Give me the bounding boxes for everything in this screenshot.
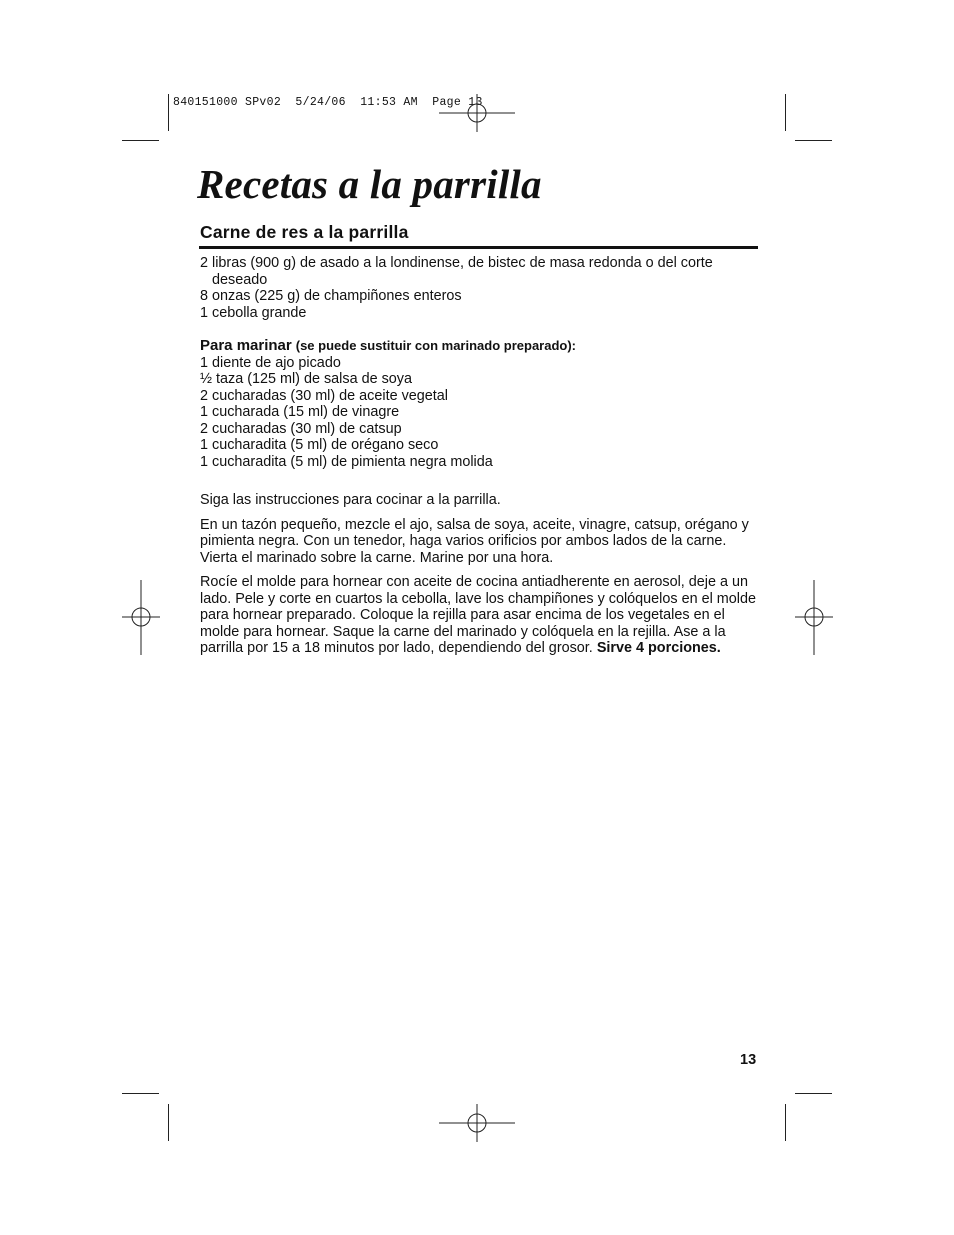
crop-mark <box>785 1104 786 1141</box>
crop-mark <box>122 1093 159 1094</box>
instruction-step <box>200 574 760 657</box>
ingredient-item: 2 libras (900 g) de asado a la londinense, de bistec de masa redonda o del corte deseado <box>200 255 713 288</box>
printer-slug: 840151000 SPv02 5/24/06 11:53 AM Page 13 <box>173 96 483 109</box>
page-number: 13 <box>740 1052 757 1068</box>
registration-mark-icon <box>439 94 515 132</box>
crop-mark <box>122 140 159 141</box>
crop-mark <box>795 140 832 141</box>
instruction-step: Siga las instrucciones para cocinar a la parrilla. <box>200 492 501 508</box>
marinade-heading-note: (se puede sustituir con marinado preparado): <box>295 338 577 353</box>
recipe-title: Carne de res a la parrilla <box>200 222 409 242</box>
marinade-ingredient-item: 1 cucharadita (5 ml) de orégano seco <box>200 437 439 453</box>
title-rule <box>199 246 758 249</box>
instruction-step-text: Rocíe el molde para hornear con aceite de cocina antiadherente en aerosol, deje a un lado. Pele y corte en cuartos la cebolla, lave los champiñones y colóquelos en el molde para hornear preparado. Coloque la rejilla para asar encima de los vegetales en el molde para hornear. Saque la carne del marinado y colóquela en la rejilla. Ase a la parrilla por 15 a 18 minutos por lado, dependiendo del grosor. <box>200 574 756 656</box>
marinade-ingredient-item: 2 cucharadas (30 ml) de catsup <box>200 420 402 437</box>
marinade-ingredient-list <box>200 355 760 471</box>
crop-mark <box>168 94 169 131</box>
marinade-ingredient-item: 2 cucharadas (30 ml) de aceite vegetal <box>200 387 448 404</box>
registration-mark-icon <box>122 580 160 655</box>
crop-mark <box>785 94 786 131</box>
marinade-heading <box>200 338 760 355</box>
marinade-ingredient-item: 1 diente de ajo picado <box>200 354 341 371</box>
recipe-body <box>200 255 760 665</box>
ingredient-list <box>200 255 760 321</box>
marinade-ingredient-item: 1 cucharada (15 ml) de vinagre <box>200 404 400 420</box>
registration-mark-icon <box>795 580 833 655</box>
instruction-step: En un tazón pequeño, mezcle el ajo, salsa de soya, aceite, vinagre, catsup, orégano y pimienta negra. Con un tenedor, haga varios orificios por ambos lados de la carne. Vierta el marinado sobre la carne. Marine por una hora. <box>200 516 749 566</box>
servings: Sirve 4 porciones. <box>596 640 721 656</box>
ingredient-item: 8 onzas (225 g) de champiñones enteros <box>200 288 462 304</box>
marinade-ingredient-item: 1 cucharadita (5 ml) de pimienta negra molida <box>200 453 493 470</box>
marinade-ingredient-item: ½ taza (125 ml) de salsa de soya <box>200 371 412 387</box>
marinade-heading-label: Para marinar <box>200 337 292 354</box>
crop-mark <box>795 1093 832 1094</box>
crop-mark <box>168 1104 169 1141</box>
page-title: Recetas a la parrilla <box>197 161 542 207</box>
ingredient-item: 1 cebolla grande <box>200 304 307 321</box>
registration-mark-icon <box>439 1104 515 1142</box>
